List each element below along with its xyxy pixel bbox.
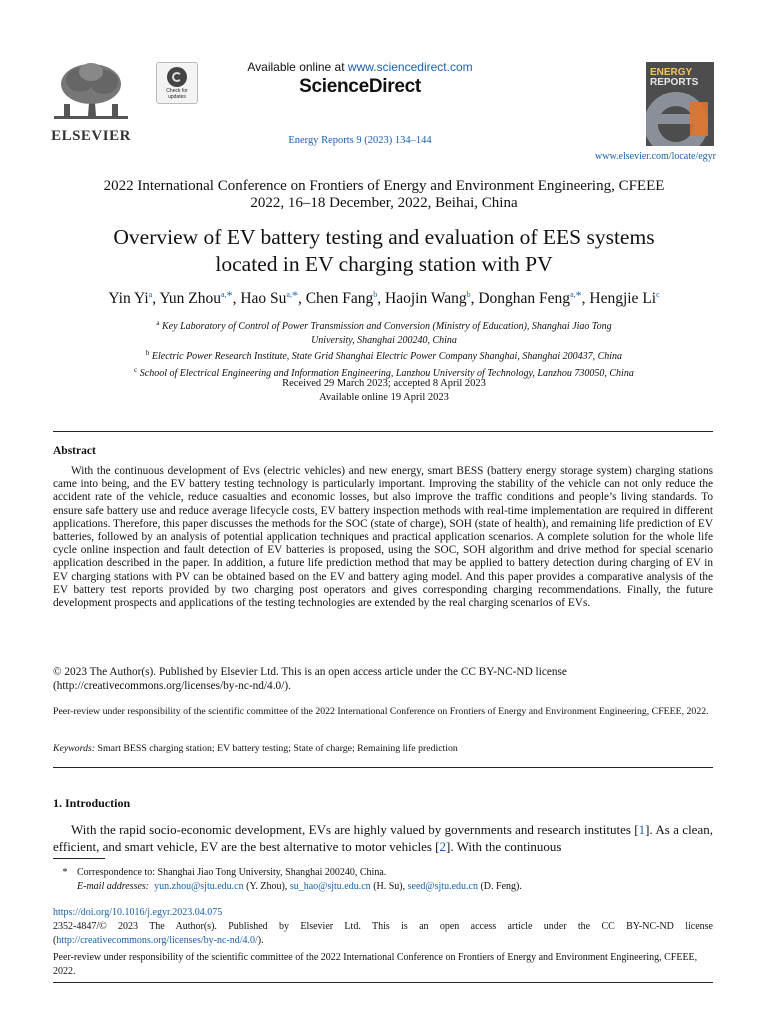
check-for-updates-badge[interactable] xyxy=(156,62,198,104)
correspondence-footnote: * Correspondence to: Shanghai Jiao Tong University, Shanghai 200240, China. E-mail addresses: yun.zhou@sjtu.edu.cn (Y. Zhou), su_hao@sjtu.edu.cn (H. Su), seed@sjtu.edu.cn (D. Feng). xyxy=(53,866,713,894)
received-date: Received 29 March 2023; accepted 8 April 2023 xyxy=(282,378,486,389)
conference-info: 2022 International Conference on Frontiers of Energy and Environment Engineering, CFEEE 2022, 16–18 December, 2022, Beihai, China xyxy=(103,178,665,211)
peer-review-footnote: Peer-review under responsibility of the scientific committee of the 2022 International Conference on Frontiers of Energy and Environment Engineering, CFEEE, 2022. xyxy=(53,952,698,977)
section-heading-introduction: 1. Introduction xyxy=(53,796,131,810)
author-name[interactable]: Donghan Feng xyxy=(478,290,571,307)
email-addresses: E-mail addresses: yun.zhou@sjtu.edu.cn (Y. Zhou), su_hao@sjtu.edu.cn (H. Su), seed@sjtu.edu.cn (D. Feng). xyxy=(77,881,522,892)
author-name[interactable]: Yun Zhou xyxy=(159,290,221,307)
author-name[interactable]: Yin Yi xyxy=(108,290,149,307)
journal-cover-image xyxy=(646,62,714,146)
citation-link[interactable]: 1 xyxy=(638,822,646,837)
doi-link[interactable]: https://doi.org/10.1016/j.egyr.2023.04.075 xyxy=(53,907,223,918)
journal-homepage-link[interactable]: www.elsevier.com/locate/egyr xyxy=(595,151,716,162)
author-affiliation-marker[interactable]: c xyxy=(656,290,660,299)
cover-title: ENERGY REPORTS xyxy=(650,67,699,88)
keywords-label: Keywords: xyxy=(53,743,96,754)
keywords xyxy=(53,743,713,754)
license-url[interactable]: (http://creativecommons.org/licenses/by-nc-nd/4.0/). xyxy=(53,680,291,692)
available-online-line xyxy=(200,60,520,74)
author-affiliation-marker[interactable]: a xyxy=(148,290,153,299)
abstract-text: With the continuous development of Evs (electric vehicles) and new energy, smart BESS (battery energy storage system) charging stations came into being, and the EV battery testing technology is particularly important. Improving the stability of the vehicle can not only reduce the accident rate of the vehicle, reduce casualties and economic losses, but also improve the traffic conditions and people’s living standards. To ensure safe battery use and reduce average lifecycle costs, EV battery inspection methods with real-time implementation are required in different applications. Therefore, this paper discusses the methods for the SOC (state of charge), SOH (state of health), and remaining life prediction of EV batteries, followed by an analysis of potential application techniques and practical application scenarios. A complete solution for the whole life cycle online inspection and fault detection of EV batteries is proposed, using the SOC, SOH algorithm and drive method for special scenario application described in the paper. In addition, a future life prediction method that may be applied to battery detection during charging of EV in EV charging stations with PV can be obtained based on the EV and battery aging model. And this paper provides a comparative analysis of the EV battery test reports provided by two charging post operators and gives corresponding charging recommendations. Finally, the future development prospects and applications of the testing technologies are extended by the real charging scenarios of EVs. xyxy=(53,465,713,610)
divider xyxy=(53,982,713,983)
footnote-divider xyxy=(53,858,105,859)
paper-title: Overview of EV battery testing and evaluation of EES systems located in EV charging station with PV xyxy=(113,225,655,276)
corresponding-author-marker[interactable]: * xyxy=(291,288,298,302)
author-affiliation-marker[interactable]: a, xyxy=(570,290,576,299)
author-name[interactable]: Hengjie Li xyxy=(589,290,657,307)
peer-review-statement: Peer-review under responsibility of the scientific committee of the 2022 International Conference on Frontiers of Energy and Environment Engineering, CFEEE, 2022. xyxy=(53,706,709,717)
footnote-marker: * xyxy=(62,867,68,878)
affiliation-a-cont: University, Shanghai 200240, China xyxy=(311,334,457,346)
elsevier-tree-icon xyxy=(50,60,132,126)
journal-reference[interactable]: Energy Reports 9 (2023) 134–144 xyxy=(288,135,432,146)
author-name[interactable]: Hao Su xyxy=(240,290,287,307)
available-date: Available online 19 April 2023 xyxy=(319,391,449,403)
publisher-name: ELSEVIER xyxy=(51,128,131,144)
license-link[interactable]: http://creativecommons.org/licenses/by-nc-nd/4.0/ xyxy=(56,934,258,946)
abstract-heading: Abstract xyxy=(53,445,96,457)
email-link[interactable]: yun.zhou@sjtu.edu.cn xyxy=(154,881,244,892)
article-dates xyxy=(40,377,728,404)
refresh-icon xyxy=(167,67,187,87)
email-link[interactable]: seed@sjtu.edu.cn xyxy=(407,881,478,892)
sciencedirect-brand: ScienceDirect xyxy=(299,76,421,97)
affiliation-b: $^b$ Electric Power Research Institute, State Grid Shanghai Electric Power Company Shanghai, Shanghai 200437, China xyxy=(145,349,623,363)
corresponding-author-marker[interactable]: * xyxy=(575,288,582,302)
check-updates-label: Check for updates xyxy=(166,88,188,100)
keywords-list: Smart BESS charging station; EV battery testing; State of charge; Remaining life prediction xyxy=(97,743,458,754)
email-link[interactable]: su_hao@sjtu.edu.cn xyxy=(289,881,371,892)
affiliation-c: $^c$ School of Electrical Engineering and Information Engineering, Lanzhou University of Technology, Lanzhou 730050, China xyxy=(134,365,634,379)
affiliations xyxy=(40,317,728,380)
citation-link[interactable]: 2 xyxy=(439,839,446,854)
sciencedirect-link[interactable]: www.sciencedirect.com xyxy=(347,60,473,74)
license-statement: © 2023 The Author(s). Published by Elsevier Ltd. This is an open access article under the CC BY-NC-ND license xyxy=(53,666,567,678)
author-affiliation-marker[interactable]: b xyxy=(466,290,471,299)
corresponding-author-marker[interactable]: * xyxy=(226,288,233,302)
divider xyxy=(53,767,713,768)
author-name[interactable]: Chen Fang xyxy=(305,290,374,307)
author-affiliation-marker[interactable]: a, xyxy=(221,290,227,299)
introduction-text: With the rapid socio-economic development, EVs are highly valued by governments and research institutes [1]. As a clean, efficient, and smart vehicle, EV are the best alternative to motor vehicles [2]. With the continuous xyxy=(53,822,713,854)
divider xyxy=(53,431,713,432)
available-prefix: Available online at xyxy=(247,60,348,74)
copyright-footnote: 2352-4847/© 2023 The Author(s). Published by Elsevier Ltd. This is an open access article under the CC BY-NC-ND license (http://creativecommons.org/licenses/by-nc-nd/4.0/). xyxy=(53,921,713,946)
author-list: Yin Yi$^a$, Yun Zhou$^{a,*}$, Hao $Su^{a,*}$, Chen Fang$^b$, Haojin Wang$^b$, Donghan Feng$^{a,*}$, Hengjie Li$^c$ xyxy=(108,288,660,307)
affiliation-a: $^a$ Key Laboratory of Control of Power Transmission and Conversion (Ministry of Education), Shanghai Jiao Tong xyxy=(156,319,612,332)
author-affiliation-marker[interactable]: a, xyxy=(286,290,292,299)
elsevier-logo xyxy=(50,60,132,150)
author-name[interactable]: Haojin Wang xyxy=(385,290,467,307)
author-affiliation-marker[interactable]: b xyxy=(373,290,378,299)
